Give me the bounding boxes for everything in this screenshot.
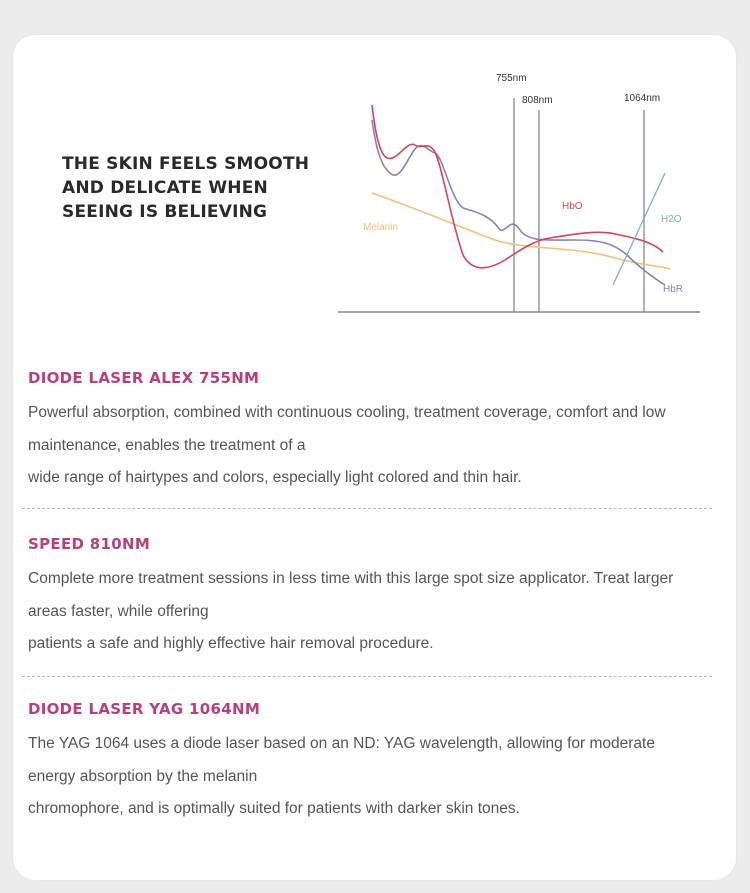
series-line-h2o	[613, 173, 665, 285]
absorption-chart	[335, 60, 715, 325]
section-title: DIODE LASER ALEX 755NM	[28, 369, 260, 387]
section-title: SPEED 810NM	[28, 535, 151, 553]
section-body	[28, 563, 718, 661]
section-body	[28, 728, 718, 826]
series-label-melanin: Melanin	[363, 222, 399, 233]
body-line: energy absorption by the melanin	[28, 767, 258, 785]
body-line: Powerful absorption, combined with continuous cooling, treatment coverage, comfort and low	[28, 404, 666, 421]
body-line: chromophore, and is optimally suited for patients with darker skin tones.	[28, 800, 520, 817]
section-divider	[22, 676, 712, 677]
section-speed-810	[28, 535, 718, 661]
section-title: DIODE LASER YAG 1064NM	[28, 700, 261, 718]
marker-label: 755nm	[496, 73, 527, 84]
marker-label: 808nm	[522, 95, 553, 106]
series-label-hbr: HbR	[663, 284, 684, 295]
body-line: patients a safe and highly effective hair removal procedure.	[28, 635, 434, 652]
series-label-h2o: H2O	[661, 214, 682, 225]
headline-line: SEEING IS BELIEVING	[62, 202, 268, 222]
headline-line: THE SKIN FEELS SMOOTH	[62, 154, 310, 174]
section-divider	[22, 508, 712, 509]
body-line: wide range of hairtypes and colors, especially light colored and thin hair.	[28, 469, 522, 486]
body-line: The YAG 1064 uses a diode laser based on an ND: YAG wavelength, allowing for moderate	[28, 735, 655, 752]
section-alex-755	[28, 369, 718, 495]
marker-label: 1064nm	[624, 93, 661, 104]
headline	[62, 152, 309, 224]
body-line: Complete more treatment sessions in less time with this large spot size applicator. Treat larger	[28, 570, 674, 587]
body-line: maintenance, enables the treatment of a	[28, 436, 306, 454]
series-line-hbo	[372, 105, 663, 268]
section-yag-1064	[28, 700, 718, 826]
body-line: areas faster, while offering	[28, 602, 209, 620]
headline-line: AND DELICATE WHEN	[62, 178, 268, 198]
section-body	[28, 397, 718, 495]
series-label-hbo: HbO	[562, 201, 583, 212]
